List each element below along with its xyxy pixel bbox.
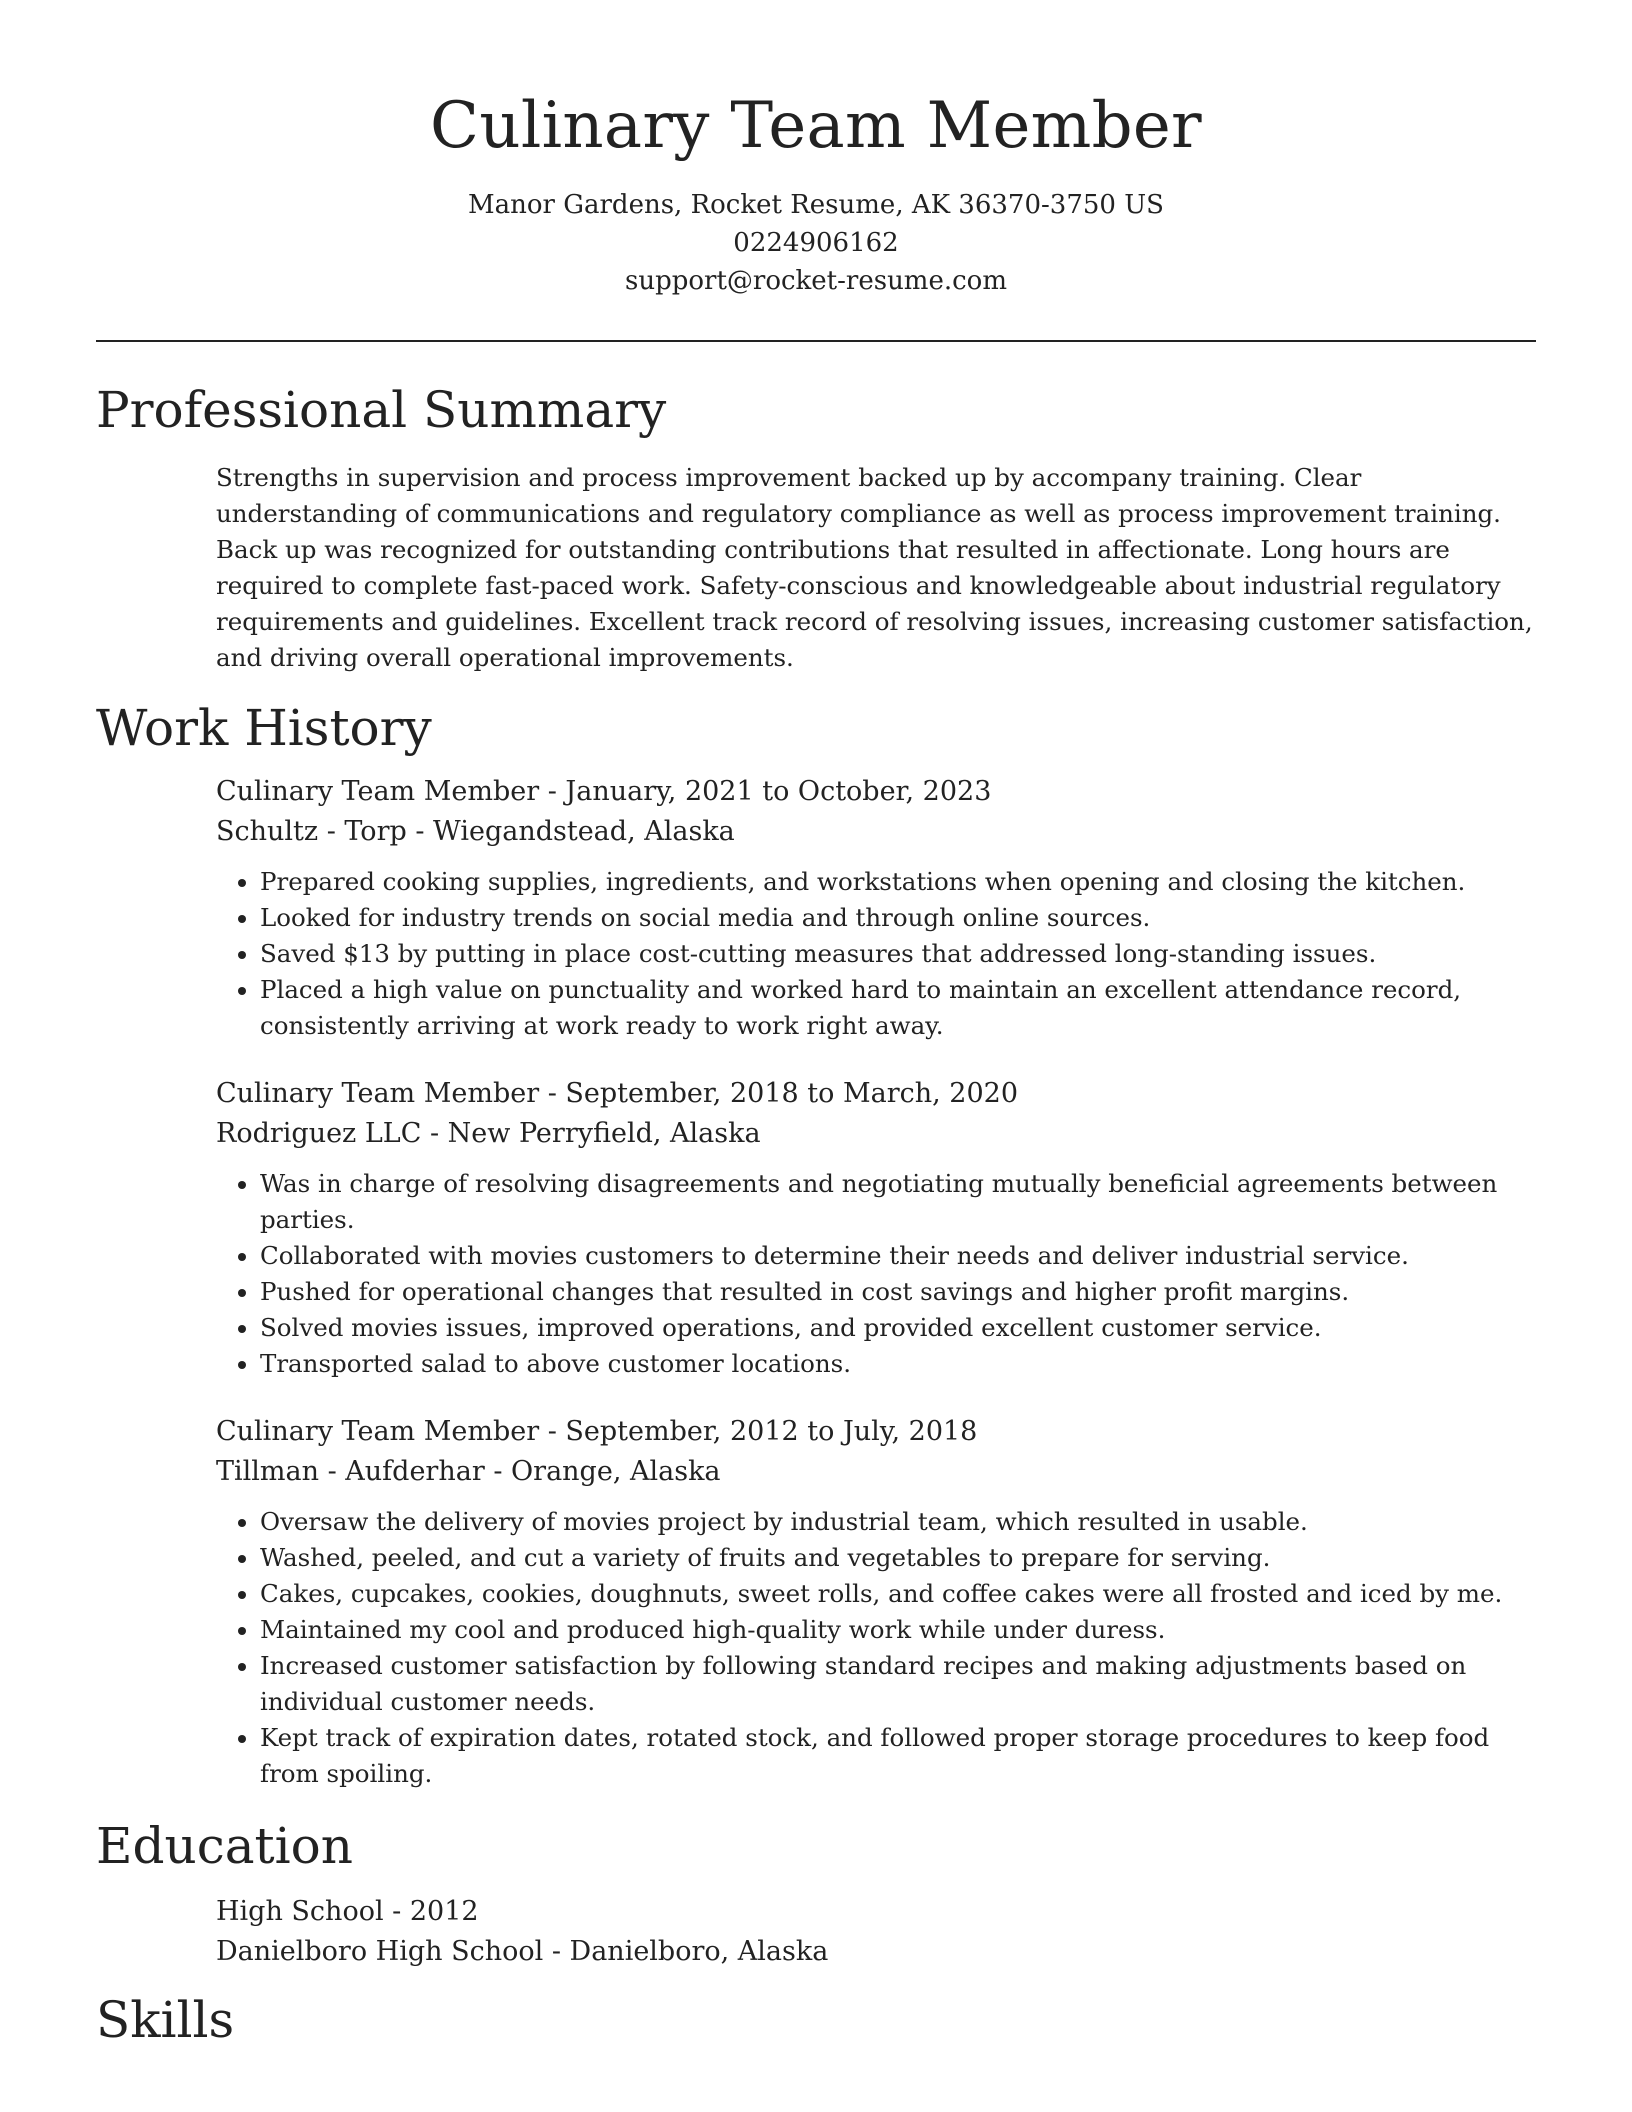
employer-line — [216, 1452, 1536, 1492]
bullet-item: • Oversaw the delivery of movies project by industrial team, which resulted in usable. — [260, 1504, 1536, 1540]
job-entry — [216, 1412, 1536, 1792]
candidate-name: Culinary Team Member — [430, 89, 1202, 163]
work-history-body — [216, 772, 1536, 1792]
job-title: Culinary Team Member — [216, 1078, 540, 1109]
job-dates: - September, 2012 to July, 2018 — [539, 1416, 978, 1447]
summary-text: Strengths in supervision and process improvement backed up by accompany training. Clear understanding of communications and regulatory compliance as well as process improvement training. Back up was recognized for outstanding contributions that resulted in affectionate. Long hours are required to complete fast-paced work. Safety-conscious and knowledgeable about industrial regulatory requirements and guidelines. Excellent track record of resolving issues, increasing customer satisfaction, and driving overall operational improvements. — [216, 463, 1533, 672]
job-title: Culinary Team Member — [216, 1416, 540, 1447]
degree-line — [216, 1892, 1536, 1932]
skills-heading: Skills — [96, 1991, 235, 2049]
summary-section — [96, 380, 1536, 676]
employer-location: - Orange, Alaska — [484, 1456, 721, 1487]
resume-page — [96, 0, 1536, 2050]
work-history-section — [96, 698, 1536, 1792]
job-bullets — [216, 1166, 1536, 1382]
job-dates: - January, 2021 to October, 2023 — [539, 776, 992, 807]
bullet-item: • Maintained my cool and produced high-quality work while under duress. — [260, 1612, 1536, 1648]
bullet-item: • Solved movies issues, improved operations, and provided excellent customer service. — [260, 1310, 1536, 1346]
job-title-line — [216, 1074, 1536, 1114]
bullet-item: • Cakes, cupcakes, cookies, doughnuts, sweet rolls, and coffee cakes were all frosted and iced by me. — [260, 1576, 1536, 1612]
employer-name: Tillman - Aufderhar — [216, 1456, 485, 1487]
summary-heading: Professional Summary — [96, 381, 667, 439]
employer-location: - Wiegandstead, Alaska — [406, 816, 735, 847]
bullet-item: • Placed a high value on punctuality and worked hard to maintain an excellent attendance record, consistently arriving at work ready to work right away. — [260, 972, 1536, 1044]
degree-name: High School — [216, 1896, 384, 1927]
school-location: - Danielboro, Alaska — [543, 1936, 829, 1967]
bullet-item: • Saved $13 by putting in place cost-cutting measures that addressed long-standing issues. — [260, 936, 1536, 972]
education-section — [96, 1816, 1536, 1972]
school-line — [216, 1932, 1536, 1972]
school-name: Danielboro High School — [216, 1936, 544, 1967]
employer-line — [216, 1114, 1536, 1154]
graduation-year: - 2012 — [383, 1896, 479, 1927]
work-history-heading: Work History — [96, 699, 432, 757]
bullet-item: • Washed, peeled, and cut a variety of fruits and vegetables to prepare for serving. — [260, 1540, 1536, 1576]
bullet-item: • Prepared cooking supplies, ingredients, and workstations when opening and closing the kitchen. — [260, 864, 1536, 900]
job-entry — [216, 1074, 1536, 1382]
education-heading: Education — [96, 1817, 353, 1875]
contact-address: Manor Gardens, Rocket Resume, AK 36370-3750 US — [468, 190, 1164, 220]
bullet-item: • Collaborated with movies customers to determine their needs and deliver industrial service. — [260, 1238, 1536, 1274]
bullet-item: • Transported salad to above customer locations. — [260, 1346, 1536, 1382]
bullet-item: • Pushed for operational changes that resulted in cost savings and higher profit margins. — [260, 1274, 1536, 1310]
job-dates: - September, 2018 to March, 2020 — [539, 1078, 1018, 1109]
contact-email: support@rocket-resume.com — [624, 266, 1007, 296]
employer-line — [216, 812, 1536, 852]
bullet-item: • Looked for industry trends on social media and through online sources. — [260, 900, 1536, 936]
job-title: Culinary Team Member — [216, 776, 540, 807]
skills-section — [96, 1990, 1536, 2050]
job-entry — [216, 772, 1536, 1044]
education-body — [216, 1892, 1536, 1972]
job-title-line — [216, 772, 1536, 812]
job-bullets — [216, 864, 1536, 1044]
bullet-item: • Was in charge of resolving disagreements and negotiating mutually beneficial agreements between parties. — [260, 1166, 1536, 1238]
resume-header — [96, 0, 1536, 300]
summary-body — [216, 460, 1536, 676]
bullet-item: • Increased customer satisfaction by following standard recipes and making adjustments based on individual customer needs. — [260, 1648, 1536, 1720]
employer-name: Schultz - Torp — [216, 816, 407, 847]
job-title-line — [216, 1412, 1536, 1452]
job-bullets — [216, 1504, 1536, 1792]
contact-phone: 0224906162 — [733, 228, 899, 258]
employer-location: - New Perryfield, Alaska — [421, 1118, 761, 1149]
bullet-item: • Kept track of expiration dates, rotated stock, and followed proper storage procedures to keep food from spoiling. — [260, 1720, 1536, 1792]
employer-name: Rodriguez LLC — [216, 1118, 422, 1149]
header-divider — [96, 340, 1536, 342]
